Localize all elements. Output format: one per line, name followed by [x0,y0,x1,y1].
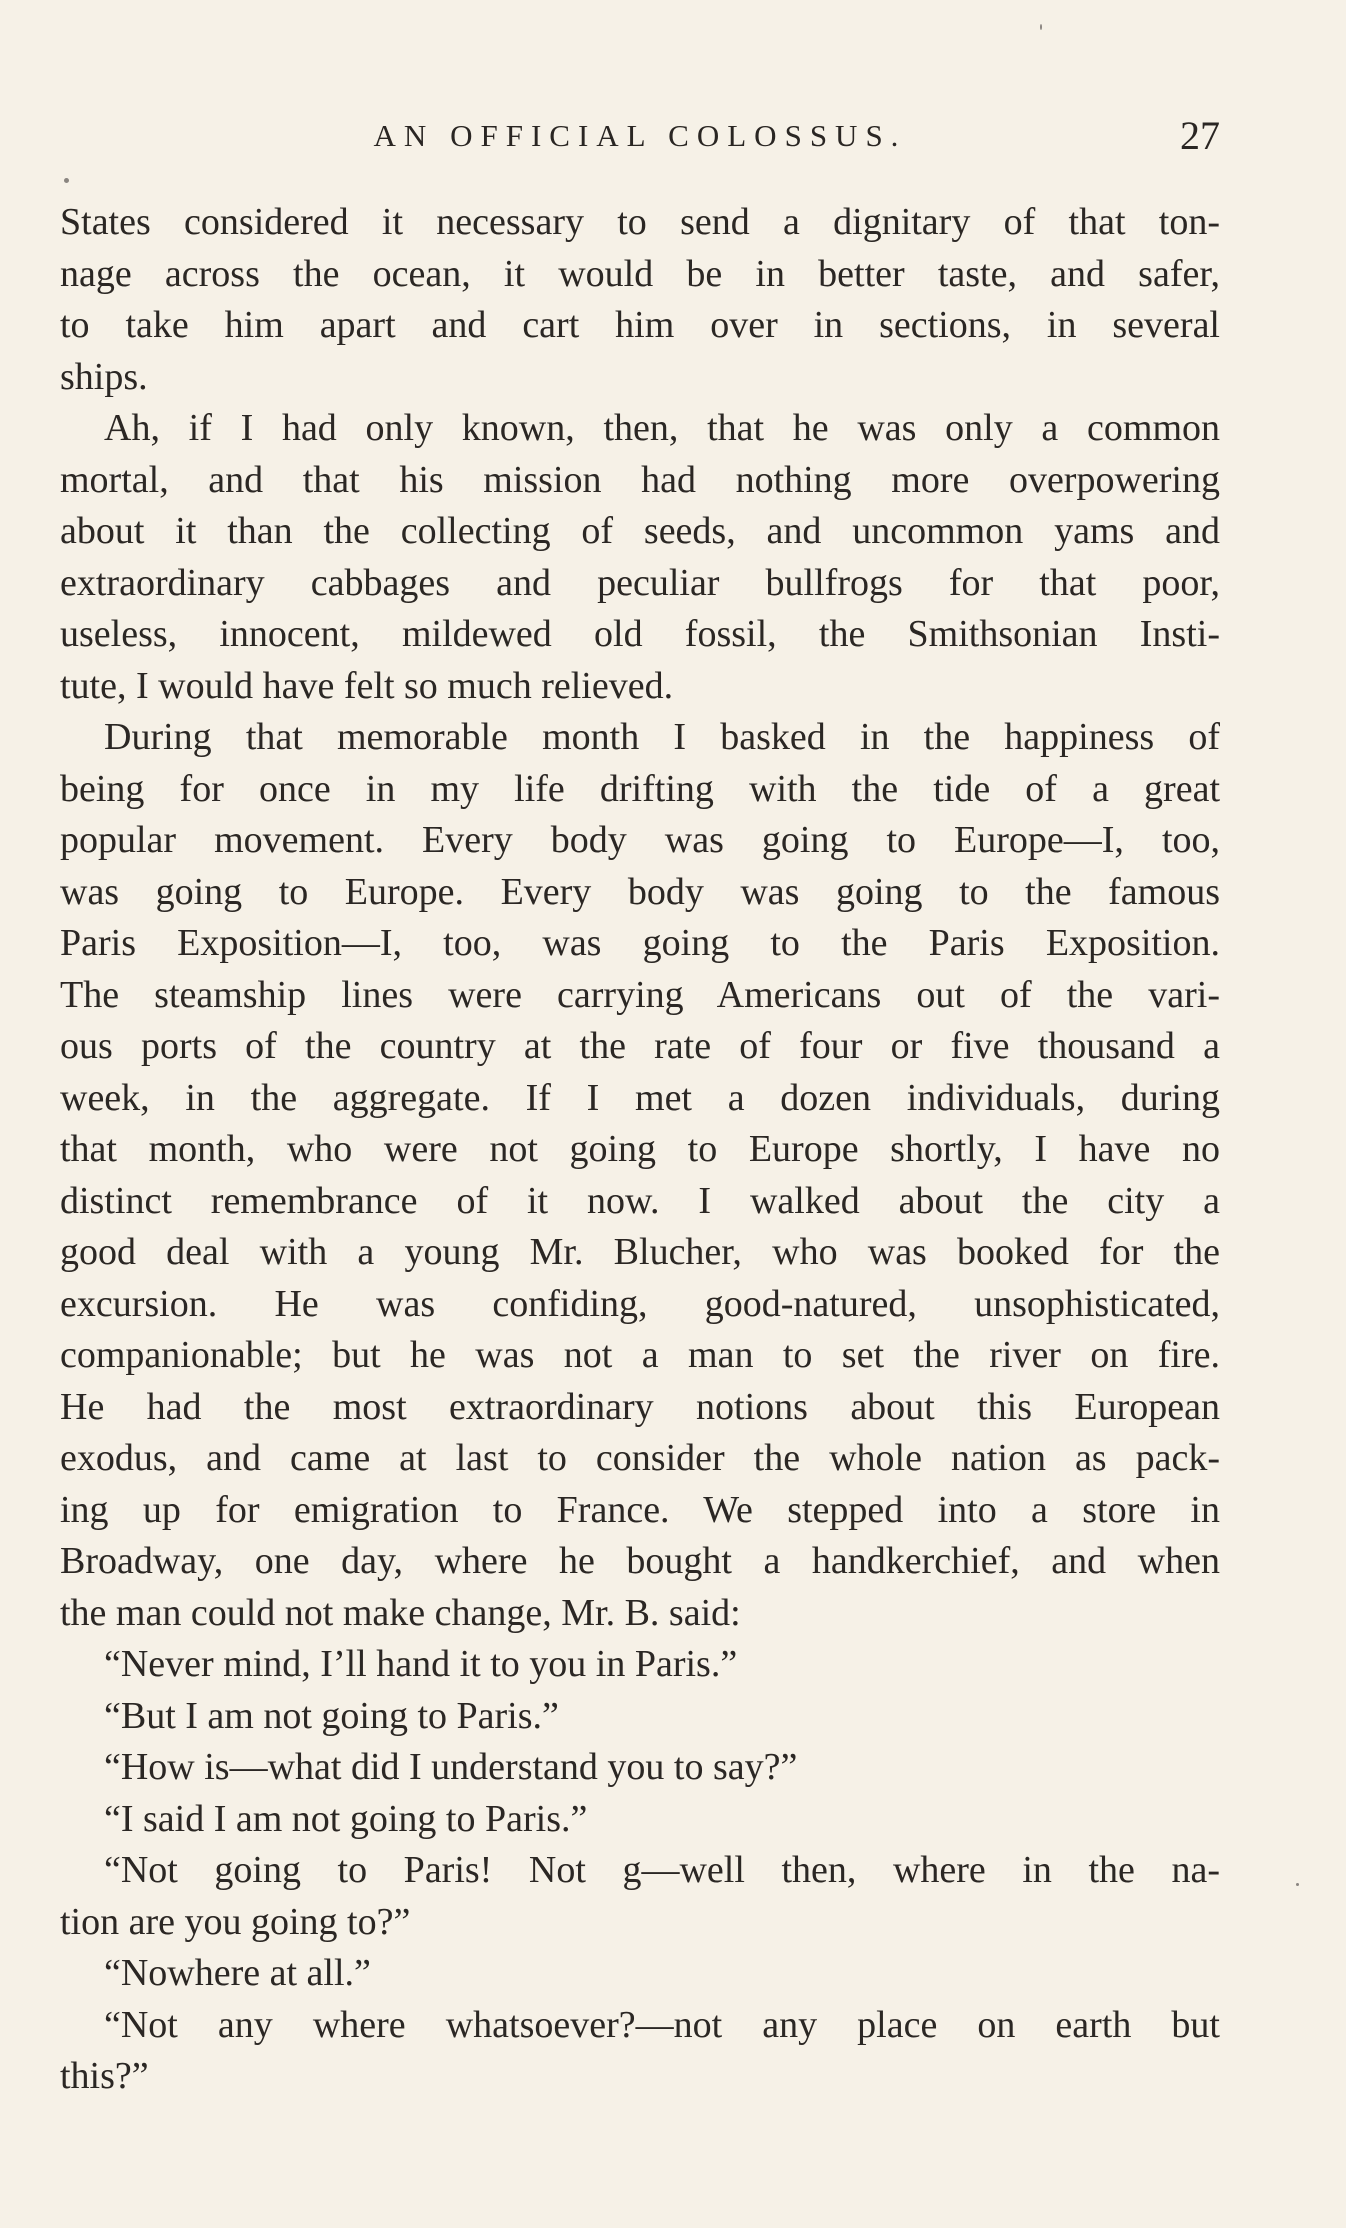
text-line: “But I am not going to Paris.” [104,1694,559,1737]
text-line: extraordinary cabbages and peculiar bullfrogs for that poor, [60,561,1220,604]
text-line: ing up for emigration to France. We stepped into a store in [60,1488,1220,1531]
text-line: ships. [60,355,148,398]
text-line: good deal with a young Mr. Blucher, who was booked for the [60,1231,1220,1273]
text-line: excursion. He was confiding, good-natured, unsophisticated, [60,1282,1220,1325]
text-line: companionable; but he was not a man to set the river on fire. [60,1334,1220,1376]
text-line: During that memorable month I basked in the happiness of [104,716,1220,758]
text-line: “I said I am not going to Paris.” [104,1797,588,1840]
text-line: was going to Europe. Every body was going to the famous [60,870,1220,913]
text-line: The steamship lines were carrying Americans out of the vari- [60,973,1220,1016]
text-line: “Not going to Paris! Not g—well then, where in the na- [104,1849,1220,1891]
text-line: Paris Exposition—I, too, was going to the Paris Exposition. [60,922,1220,964]
text-line: He had the most extraordinary notions about this European [60,1385,1220,1428]
text-line: mortal, and that his mission had nothing more overpowering [60,458,1220,501]
text-line: useless, innocent, mildewed old fossil, the Smithsonian Insti- [60,613,1220,655]
text-line: Broadway, one day, where he bought a handkerchief, and when [60,1540,1220,1582]
text-line: being for once in my life drifting with the tide of a great [60,767,1220,810]
text-line: tion are you going to?” [60,1900,411,1943]
text-line: week, in the aggregate. If I met a dozen individuals, during [60,1076,1220,1119]
text-line: States considered it necessary to send a dignitary of that ton- [60,201,1220,243]
speck [1040,24,1042,30]
speck [1296,1883,1299,1886]
text-line: this?” [60,2055,149,2097]
text-line: nage across the ocean, it would be in better taste, and safer, [60,252,1220,295]
running-head: AN OFFICIAL COLOSSUS. [373,118,907,153]
body-text [60,197,1220,2103]
text-line: “Never mind, I’ll hand it to you in Paris.” [104,1643,738,1685]
text-line: popular movement. Every body was going to Europe—I, too, [60,819,1220,861]
page-number: 27 [1180,113,1220,158]
text-line: tute, I would have felt so much relieved. [60,664,674,707]
text-line: the man could not make change, Mr. B. said: [60,1591,741,1634]
text-line: that month, who were not going to Europe shortly, I have no [60,1128,1220,1170]
text-line: “Not any where whatsoever?—not any place on earth but [104,2003,1220,2046]
text-line: ous ports of the country at the rate of four or five thousand a [60,1025,1220,1067]
text-line: to take him apart and cart him over in sections, in several [60,304,1220,346]
text-line: “How is—what did I understand you to say?” [104,1746,798,1788]
page-header [60,113,1220,168]
text-line: distinct remembrance of it now. I walked about the city a [60,1179,1220,1222]
text-line: exodus, and came at last to consider the whole nation as pack- [60,1437,1220,1479]
text-line: “Nowhere at all.” [104,1952,371,1994]
text-line: Ah, if I had only known, then, that he was only a common [104,407,1220,449]
speck [64,178,69,183]
text-line: about it than the collecting of seeds, and uncommon yams and [60,510,1220,552]
